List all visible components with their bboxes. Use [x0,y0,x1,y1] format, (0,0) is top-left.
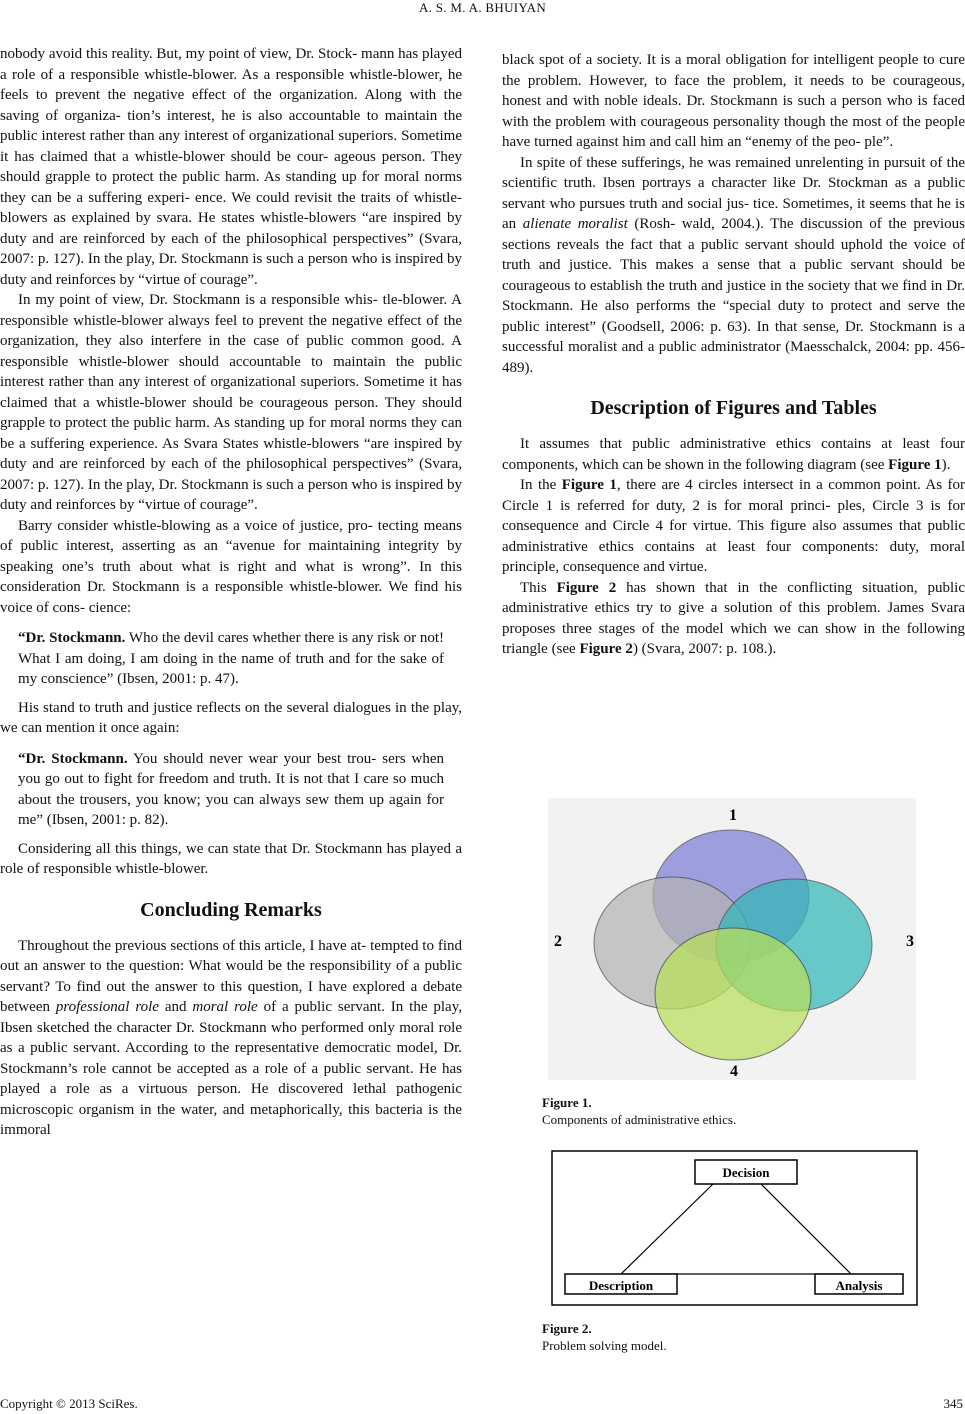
circle-label-2: 2 [554,933,562,950]
left-paragraph-6: Throughout the previous sections of this article, I have at- tempted to find out an answer to the question: What would be the responsibility of a public servant? To find out the answer to this question, I have explored a debate between professional role and moral role of a public servant. In the play, Ibsen sketched the character Dr. Stockmann who performed only moral role as a public servant. According to the representative democratic model, Dr. Stockmann’s role cannot be accepted as a role of a public servant. He has played a role as a virtuous person. He discovered lethal pathogenic microscopic organism in the water, and metaphorically, this bacteria is the immoral [0,937,462,1138]
circle-4 [655,928,811,1060]
circle-label-4: 4 [730,1063,738,1080]
block-quote-2 [18,749,444,831]
section-heading-figures: Description of Figures and Tables [590,397,877,419]
section-heading-concluding: Concluding Remarks [140,898,322,921]
figure-1-caption-text: Components of administrative ethics. [542,1112,737,1127]
circle-label-3: 3 [906,933,914,950]
left-paragraph-4: His stand to truth and justice reflects on the several dialogues in the play, we can mention it once again: [0,699,462,736]
footer-copyright: Copyright © 2013 SciRes. [0,1396,138,1411]
quote-speaker: “Dr. Stockmann. [18,750,128,767]
left-column [0,44,462,1141]
figure-2-caption-number: Figure 2. [542,1321,592,1336]
footer-page-number: 345 [943,1396,963,1411]
right-paragraph-1: black spot of a society. It is a moral obligation for intelligent people to cure the problem. However, to face the problem, it needs to be courageous, honest and with noble ideals. Dr. Stockmann is such a person who is faced with the problem with courageous personality though the most of the people have turned against him and call him an “enemy of the peo- ple”. [502,52,965,150]
quote-speaker: “Dr. Stockmann. [18,630,126,646]
description-label: Description [588,1278,654,1293]
figure-1-caption [542,1094,736,1128]
figure-2-triangle-diagram [551,1150,918,1306]
left-paragraph-2: In my point of view, Dr. Stockmann is a responsible whis- tle-blower. A responsible whistle-blower always feel to prevent the negative effect of the organization, they also interfere in the case of public common good. A responsible whistle-blower should accountable to maintain the public interest rather than any interest of organizational superiors. Sometime it has claimed that a whistle-blower should be courageous person. They should grapple to protect the public harm. As standing up for moral norms they can be a suffering experience. As Svara States whistle-blowers “are inspired by duty and are reinforced by each of the philosophical perspectives” (Svara, 2007: p. 127). In the play, Dr. Stockmann is such a person who is inspired by duty and reinforces by “virtue of courage”. [0,292,462,513]
decision-label: Decision [722,1165,770,1180]
right-paragraph-2: In spite of these sufferings, he was remained unrelenting in pursuit of the scientific truth. Ibsen portrays a character like Dr. Stockman as a public servant who pursues truth and social jus- tice. Sometimes, it seems that he is an alienate moralist (Rosh- wald, 2004.). The discussion of the previous sections reveals the fact that a public servant should uphold the voice of truth and justice. This makes a sense that a public servant should be courageous to establish the truth and justice in the society that we find in Dr. Stockmann. He also performs the “special duty to protect and serve the public interest” (Goodsell, 2006: p. 63). In that sense, Dr. Stockmann is a successful moralist and a public administrator (Maesschalck, 2004: pp. 456-489). [502,154,965,376]
figure-1-venn-diagram [548,798,916,1080]
figure-1-caption-number: Figure 1. [542,1095,592,1110]
left-paragraph-3: Barry consider whistle-blowing as a voice of justice, pro- tecting means of public interest, asserting as an “avenue for maintaining integrity by speaking one’s truth about what is right and what is wrong”. In this consideration Dr. Stockmann is a responsible whistle-blower. We find his voice of cons- cience: [0,517,462,616]
analysis-label: Analysis [835,1278,883,1293]
quote-text: You should never wear your best trou- sers when you go out to fight for freedom and truth. It is not that I care so much about the trousers, you know; you can always sew them up again for me” (Ibsen, 2001: p. 82). [18,750,444,828]
block-quote-1 [18,628,444,690]
figure-2-caption [542,1320,667,1354]
right-paragraph-4: In the Figure 1, there are 4 circles intersect in a common point. As for Circle 1 is referred for duty, 2 is for moral princi- ples, Circle 3 is for consequence and Circle 4 for virtue. This figure also assumes that public administrative ethics contains at least four components: duty, moral principle, consequence and virtue. [502,477,965,575]
quote-text: Who the devil cares whether there is any risk or not! What I am doing, I am doing in the name of truth and for the sake of my conscience” (Ibsen, 2001: p. 47). [18,630,444,687]
running-header: A. S. M. A. BHUIYAN [418,0,547,15]
left-paragraph-1: nobody avoid this reality. But, my point of view, Dr. Stock- mann has played a role of a responsible whistle-blower. As a responsible whistle-blower, he feels to prevent the negative effect of the organization. Along with the saving of organiza- tion’s interest, he is also accountable to maintain the public interest rather than any interest of organizational superiors. Sometime it has claimed that a whistle-blower should be cour- ageous person. They should grapple to protect the public harm. As standing up for moral norms they can be a suffering experi- ence. We could revisit the traits of whistle-blowers as explained by svara. He states whistle-blowers “are inspired by duty and are reinforced by each of the philosophical perspectives” (Svara, 2007: p. 127). In the play, Dr. Stockmann is such a person who is inspired by duty and reinforces by “virtue of courage”. [0,46,462,288]
circle-label-1: 1 [729,807,737,824]
figure-2-caption-text: Problem solving model. [542,1338,667,1353]
left-paragraph-5: Considering all this things, we can state that Dr. Stockmann has played a role of responsible whistle-blower. [0,840,462,877]
right-paragraph-3: It assumes that public administrative ethics contains at least four components, which can be shown in the following diagram (see Figure 1). [502,436,965,473]
right-column [502,50,965,660]
right-paragraph-5: This Figure 2 has shown that in the conflicting situation, public administrative ethics try to give a solution of this problem. James Svara proposes three stages of the model which we can show in the following triangle (see Figure 2) (Svara, 2007: p. 108.). [502,579,965,657]
